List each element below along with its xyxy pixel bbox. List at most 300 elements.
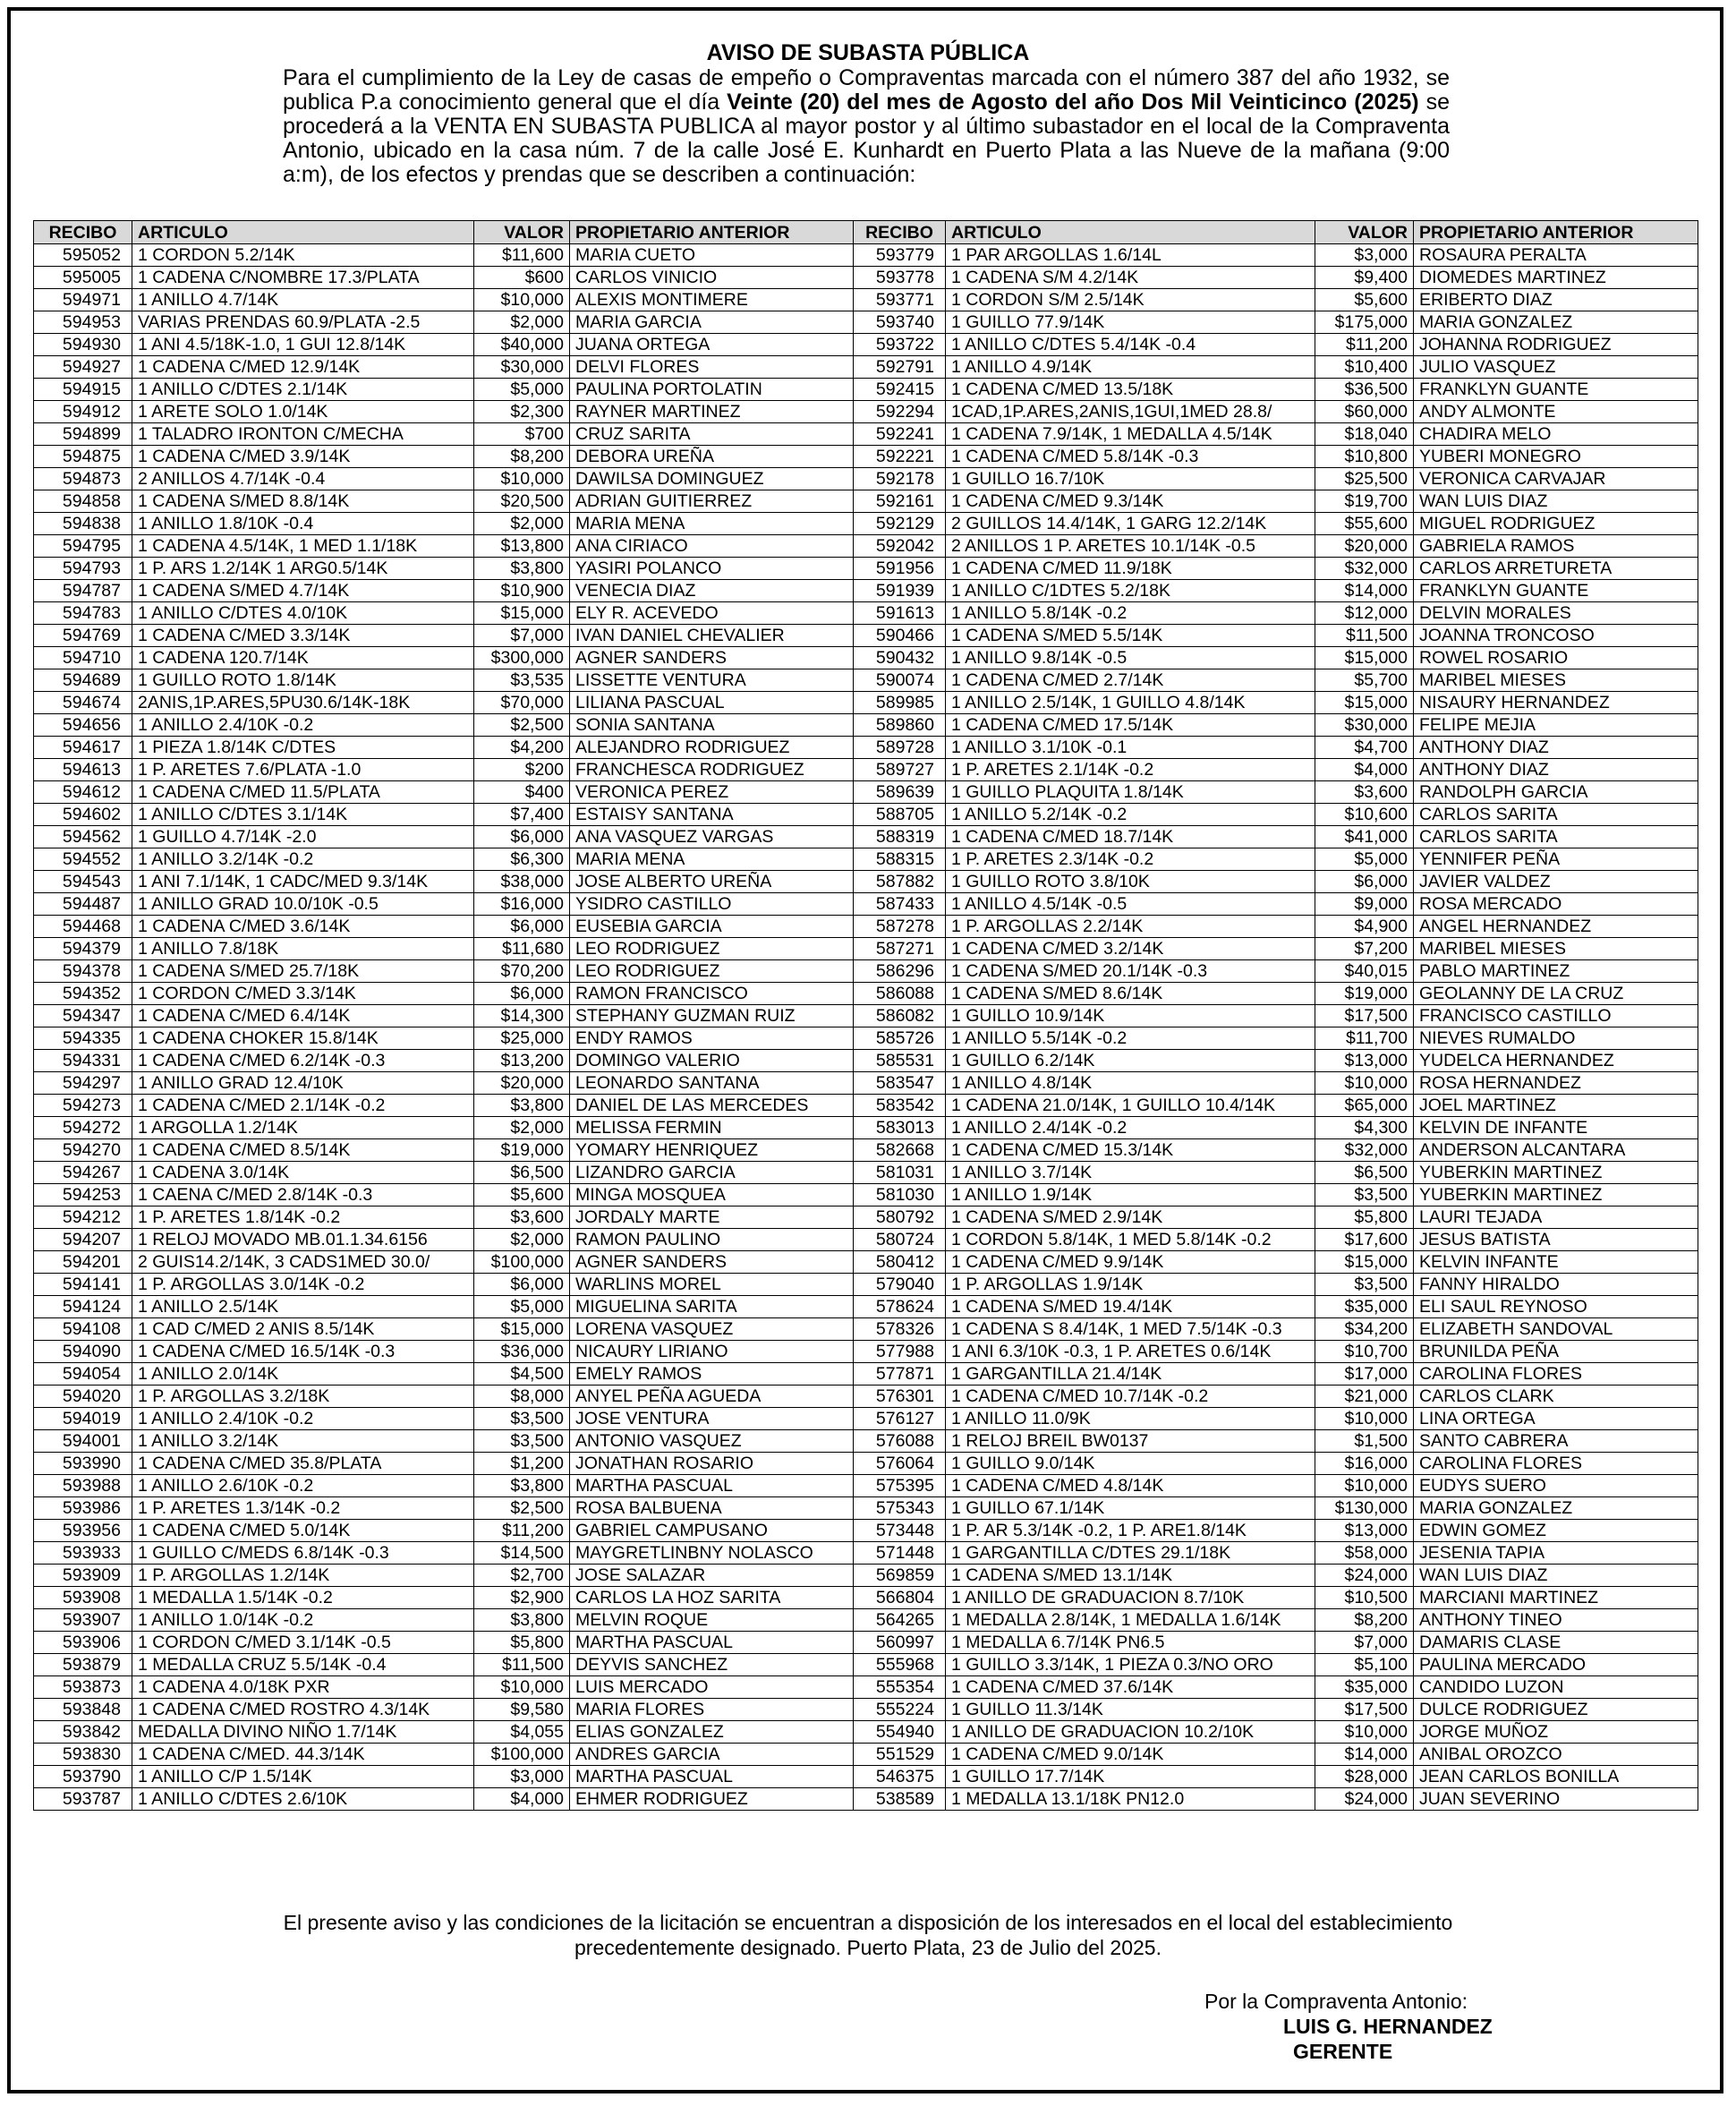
cell-previous-owner: JOSE VENTURA (570, 1408, 854, 1430)
cell-value: $9,000 (1315, 893, 1414, 916)
cell-receipt: 594838 (34, 513, 132, 535)
cell-article: 1 P. ARGOLLAS 3.0/14K -0.2 (132, 1274, 474, 1296)
cell-value: $19,000 (1315, 983, 1414, 1005)
cell-receipt: 594335 (34, 1027, 132, 1050)
cell-previous-owner: MARIA GARCIA (570, 311, 854, 334)
cell-receipt: 581031 (854, 1162, 946, 1184)
cell-previous-owner: ANTHONY TINEO (1414, 1609, 1698, 1632)
cell-receipt: 579040 (854, 1274, 946, 1296)
cell-value: $3,500 (474, 1408, 570, 1430)
cell-value: $3,600 (1315, 781, 1414, 804)
cell-value: $400 (474, 781, 570, 804)
cell-value: $4,900 (1315, 916, 1414, 938)
cell-article: 1 CADENA C/MED 2.7/14K (946, 669, 1315, 692)
cell-article: 1 CADENA C/MED 6.4/14K (132, 1005, 474, 1027)
intro-text-end: se procederá a la VENTA EN SUBASTA PUBLICA al mayor postor y al último subastador en el local de la Compraventa Antonio, ubicado en la casa núm. 7 de la calle José E. Kunhardt en Puerto Plata a las Nueve de la mañana (9:00 a:m), de los efectos y prendas que se describen a continuación: (283, 90, 1450, 187)
cell-receipt: 592241 (854, 423, 946, 446)
cell-article: 1 ANILLO 3.2/14K (132, 1430, 474, 1453)
cell-receipt: 593848 (34, 1699, 132, 1721)
cell-article: 1 GUILLO 17.7/14K (946, 1766, 1315, 1788)
cell-value: $130,000 (1315, 1497, 1414, 1520)
cell-value: $13,800 (474, 535, 570, 558)
table-row (34, 826, 1698, 848)
cell-previous-owner: ELIAS GONZALEZ (570, 1721, 854, 1744)
header-recibo: RECIBO (34, 221, 132, 244)
cell-receipt: 594468 (34, 916, 132, 938)
cell-article: 1 CADENA C/MED 10.7/14K -0.2 (946, 1386, 1315, 1408)
cell-previous-owner: ANYEL PEÑA AGUEDA (570, 1386, 854, 1408)
table-row (34, 1497, 1698, 1520)
cell-previous-owner: JOSE SALAZAR (570, 1565, 854, 1587)
cell-receipt: 594054 (34, 1363, 132, 1386)
cell-receipt: 594953 (34, 311, 132, 334)
cell-previous-owner: MARIA GONZALEZ (1414, 311, 1698, 334)
cell-receipt: 589985 (854, 692, 946, 714)
cell-article: 1 ANILLO 1.9/14K (946, 1184, 1315, 1206)
cell-value: $6,300 (474, 848, 570, 871)
cell-receipt: 592178 (854, 468, 946, 490)
cell-article: 1 CADENA C/MED 9.9/14K (946, 1251, 1315, 1274)
cell-previous-owner: JULIO VASQUEZ (1414, 356, 1698, 379)
cell-article: 2ANIS,1P.ARES,5PU30.6/14K-18K (132, 692, 474, 714)
cell-previous-owner: YASIRI POLANCO (570, 558, 854, 580)
cell-value: $2,300 (474, 401, 570, 423)
cell-value: $700 (474, 423, 570, 446)
cell-receipt: 594710 (34, 647, 132, 669)
cell-previous-owner: ERIBERTO DIAZ (1414, 289, 1698, 311)
table-row (34, 625, 1698, 647)
cell-receipt: 587882 (854, 871, 946, 893)
cell-previous-owner: ENDY RAMOS (570, 1027, 854, 1050)
header-recibo-2: RECIBO (854, 221, 946, 244)
cell-previous-owner: CANDIDO LUZON (1414, 1676, 1698, 1699)
cell-previous-owner: DAWILSA DOMINGUEZ (570, 468, 854, 490)
cell-receipt: 551529 (854, 1744, 946, 1766)
cell-receipt: 594543 (34, 871, 132, 893)
cell-previous-owner: DOMINGO VALERIO (570, 1050, 854, 1072)
cell-value: $2,500 (474, 714, 570, 737)
cell-previous-owner: CARLOS SARITA (1414, 804, 1698, 826)
cell-article: 2 GUIS14.2/14K, 3 CADS1MED 30.0/ (132, 1251, 474, 1274)
cell-receipt: 593908 (34, 1587, 132, 1609)
cell-article: 1 CORDON S/M 2.5/14K (946, 289, 1315, 311)
table-row (34, 759, 1698, 781)
cell-value: $70,200 (474, 960, 570, 983)
table-row (34, 1542, 1698, 1565)
cell-receipt: 589860 (854, 714, 946, 737)
cell-receipt: 590432 (854, 647, 946, 669)
cell-previous-owner: AGNER SANDERS (570, 647, 854, 669)
table-header-row (34, 221, 1698, 244)
cell-previous-owner: KELVIN INFANTE (1414, 1251, 1698, 1274)
cell-receipt: 593990 (34, 1453, 132, 1475)
table-row (34, 692, 1698, 714)
cell-previous-owner: MARIA MENA (570, 513, 854, 535)
table-row (34, 1430, 1698, 1453)
cell-article: 1 CADENA C/MED 3.2/14K (946, 938, 1315, 960)
cell-previous-owner: ROSAURA PERALTA (1414, 244, 1698, 267)
cell-value: $20,000 (474, 1072, 570, 1095)
cell-article: 1 CADENA S/MED 25.7/18K (132, 960, 474, 983)
cell-value: $17,500 (1315, 1699, 1414, 1721)
cell-article: 1 CADENA C/MED 3.9/14K (132, 446, 474, 468)
table-row (34, 1475, 1698, 1497)
cell-value: $5,600 (474, 1184, 570, 1206)
cell-previous-owner: ANIBAL OROZCO (1414, 1744, 1698, 1766)
cell-value: $21,000 (1315, 1386, 1414, 1408)
cell-previous-owner: MARIA GONZALEZ (1414, 1497, 1698, 1520)
cell-receipt: 590074 (854, 669, 946, 692)
cell-previous-owner: RANDOLPH GARCIA (1414, 781, 1698, 804)
table-row (34, 1632, 1698, 1654)
cell-receipt: 594090 (34, 1341, 132, 1363)
cell-article: 1 P. ARETES 2.1/14K -0.2 (946, 759, 1315, 781)
table-row (34, 1699, 1698, 1721)
cell-receipt: 594020 (34, 1386, 132, 1408)
cell-receipt: 581030 (854, 1184, 946, 1206)
cell-value: $15,000 (1315, 647, 1414, 669)
cell-previous-owner: ANTHONY DIAZ (1414, 759, 1698, 781)
cell-previous-owner: PAULINA MERCADO (1414, 1654, 1698, 1676)
table-row (34, 356, 1698, 379)
cell-previous-owner: ANDY ALMONTE (1414, 401, 1698, 423)
cell-article: 1 ANILLO C/DTES 3.1/14K (132, 804, 474, 826)
cell-previous-owner: JESENIA TAPIA (1414, 1542, 1698, 1565)
cell-value: $2,000 (474, 513, 570, 535)
cell-previous-owner: ANTHONY DIAZ (1414, 737, 1698, 759)
table-row (34, 1184, 1698, 1206)
cell-value: $2,000 (474, 1229, 570, 1251)
cell-receipt: 587278 (854, 916, 946, 938)
cell-previous-owner: LORENA VASQUEZ (570, 1318, 854, 1341)
cell-value: $11,200 (474, 1520, 570, 1542)
cell-receipt: 588705 (854, 804, 946, 826)
cell-article: 1 CADENA S/MED 5.5/14K (946, 625, 1315, 647)
cell-article: 1 ANILLO 5.2/14K -0.2 (946, 804, 1315, 826)
cell-article: 1 CADENA C/MED 11.5/PLATA (132, 781, 474, 804)
cell-article: 1 PAR ARGOLLAS 1.6/14L (946, 244, 1315, 267)
table-row (34, 848, 1698, 871)
cell-previous-owner: ANA CIRIACO (570, 535, 854, 558)
cell-previous-owner: ANDRES GARCIA (570, 1744, 854, 1766)
table-row (34, 1274, 1698, 1296)
cell-value: $17,500 (1315, 1005, 1414, 1027)
cell-receipt: 594019 (34, 1408, 132, 1430)
cell-article: 1 ANILLO DE GRADUACION 8.7/10K (946, 1587, 1315, 1609)
cell-value: $5,600 (1315, 289, 1414, 311)
cell-article: 1 CADENA C/MED 3.3/14K (132, 625, 474, 647)
cell-previous-owner: ANDERSON ALCANTARA (1414, 1139, 1698, 1162)
cell-receipt: 594674 (34, 692, 132, 714)
cell-article: 1 ANILLO 3.2/14K -0.2 (132, 848, 474, 871)
cell-receipt: 593879 (34, 1654, 132, 1676)
cell-article: 1 ANILLO DE GRADUACION 10.2/10K (946, 1721, 1315, 1744)
cell-value: $28,000 (1315, 1766, 1414, 1788)
cell-value: $32,000 (1315, 1139, 1414, 1162)
cell-value: $10,000 (474, 468, 570, 490)
cell-previous-owner: YOMARY HENRIQUEZ (570, 1139, 854, 1162)
cell-previous-owner: ADRIAN GUITIERREZ (570, 490, 854, 513)
table-row (34, 1005, 1698, 1027)
cell-previous-owner: WARLINS MOREL (570, 1274, 854, 1296)
cell-value: $10,000 (1315, 1408, 1414, 1430)
cell-article: 1 CADENA C/MED 18.7/14K (946, 826, 1315, 848)
cell-article: 1 ANILLO GRAD 12.4/10K (132, 1072, 474, 1095)
cell-receipt: 594379 (34, 938, 132, 960)
cell-previous-owner: CAROLINA FLORES (1414, 1363, 1698, 1386)
cell-value: $3,000 (1315, 244, 1414, 267)
cell-receipt: 594689 (34, 669, 132, 692)
cell-receipt: 583547 (854, 1072, 946, 1095)
cell-previous-owner: LEO RODRIGUEZ (570, 938, 854, 960)
cell-previous-owner: GEOLANNY DE LA CRUZ (1414, 983, 1698, 1005)
cell-previous-owner: CAROLINA FLORES (1414, 1453, 1698, 1475)
cell-previous-owner: CARLOS ARRETURETA (1414, 558, 1698, 580)
cell-receipt: 594656 (34, 714, 132, 737)
cell-value: $6,000 (474, 983, 570, 1005)
signature-line: Por la Compraventa Antonio: (1204, 1990, 1468, 2013)
table-row (34, 401, 1698, 423)
cell-article: 1 CORDON C/MED 3.3/14K (132, 983, 474, 1005)
cell-receipt: 571448 (854, 1542, 946, 1565)
cell-article: 1 ANILLO C/1DTES 5.2/18K (946, 580, 1315, 602)
cell-article: 1 ANILLO 2.4/10K -0.2 (132, 714, 474, 737)
cell-value: $6,000 (474, 916, 570, 938)
cell-article: 1 CADENA CHOKER 15.8/14K (132, 1027, 474, 1050)
cell-receipt: 555354 (854, 1676, 946, 1699)
table-row (34, 513, 1698, 535)
table-row (34, 1095, 1698, 1117)
cell-value: $14,500 (474, 1542, 570, 1565)
cell-receipt: 591956 (854, 558, 946, 580)
cell-value: $13,000 (1315, 1520, 1414, 1542)
cell-value: $24,000 (1315, 1565, 1414, 1587)
table-row (34, 669, 1698, 692)
auction-date: Veinte (20) del mes de Agosto del año Dos Mil Veinticinco (2025) (727, 90, 1419, 115)
cell-article: 1 CADENA S/MED 4.7/14K (132, 580, 474, 602)
table-row (34, 1565, 1698, 1587)
cell-receipt: 577871 (854, 1363, 946, 1386)
cell-value: $40,000 (474, 334, 570, 356)
cell-value: $5,800 (474, 1632, 570, 1654)
cell-receipt: 594875 (34, 446, 132, 468)
cell-article: 1 MEDALLA CRUZ 5.5/14K -0.4 (132, 1654, 474, 1676)
cell-article: 1 ARETE SOLO 1.0/14K (132, 401, 474, 423)
cell-receipt: 594552 (34, 848, 132, 871)
cell-value: $17,000 (1315, 1363, 1414, 1386)
table-row (34, 379, 1698, 401)
cell-previous-owner: JOANNA TRONCOSO (1414, 625, 1698, 647)
cell-previous-owner: DELVI FLORES (570, 356, 854, 379)
cell-previous-owner: STEPHANY GUZMAN RUIZ (570, 1005, 854, 1027)
cell-value: $14,300 (474, 1005, 570, 1027)
cell-receipt: 594612 (34, 781, 132, 804)
cell-receipt: 575343 (854, 1497, 946, 1520)
cell-value: $70,000 (474, 692, 570, 714)
table-row (34, 737, 1698, 759)
cell-value: $1,500 (1315, 1430, 1414, 1453)
cell-previous-owner: EMELY RAMOS (570, 1363, 854, 1386)
cell-value: $200 (474, 759, 570, 781)
cell-value: $11,680 (474, 938, 570, 960)
signature-name: LUIS G. HERNANDEZ (1283, 2015, 1493, 2038)
table-row (34, 1386, 1698, 1408)
table-row (34, 490, 1698, 513)
cell-previous-owner: NISAURY HERNANDEZ (1414, 692, 1698, 714)
cell-article: 1 GUILLO C/MEDS 6.8/14K -0.3 (132, 1542, 474, 1565)
cell-article: 1 CORDON 5.2/14K (132, 244, 474, 267)
notice-title: AVISO DE SUBASTA PÚBLICA (706, 40, 1030, 65)
cell-previous-owner: YUBERI MONEGRO (1414, 446, 1698, 468)
cell-previous-owner: NIEVES RUMALDO (1414, 1027, 1698, 1050)
cell-article: 1 ANILLO 1.0/14K -0.2 (132, 1609, 474, 1632)
cell-article: 1 ANILLO 2.4/14K -0.2 (946, 1117, 1315, 1139)
cell-value: $5,100 (1315, 1654, 1414, 1676)
cell-value: $55,600 (1315, 513, 1414, 535)
cell-receipt: 594141 (34, 1274, 132, 1296)
cell-receipt: 560997 (854, 1632, 946, 1654)
cell-receipt: 594562 (34, 826, 132, 848)
cell-previous-owner: SANTO CABRERA (1414, 1430, 1698, 1453)
cell-value: $6,500 (1315, 1162, 1414, 1184)
cell-receipt: 594915 (34, 379, 132, 401)
cell-value: $65,000 (1315, 1095, 1414, 1117)
cell-value: $11,700 (1315, 1027, 1414, 1050)
cell-value: $15,000 (474, 602, 570, 625)
table-row (34, 1788, 1698, 1811)
cell-article: 1 GUILLO 3.3/14K, 1 PIEZA 0.3/NO ORO (946, 1654, 1315, 1676)
table-row (34, 1341, 1698, 1363)
cell-receipt: 594270 (34, 1139, 132, 1162)
cell-value: $11,500 (474, 1654, 570, 1676)
cell-receipt: 546375 (854, 1766, 946, 1788)
cell-value: $5,000 (1315, 848, 1414, 871)
cell-article: 2 ANILLOS 4.7/14K -0.4 (132, 468, 474, 490)
cell-article: 1 ANILLO 2.6/10K -0.2 (132, 1475, 474, 1497)
cell-value: $10,000 (474, 289, 570, 311)
cell-receipt: 538589 (854, 1788, 946, 1811)
cell-receipt: 594331 (34, 1050, 132, 1072)
cell-previous-owner: JONATHAN ROSARIO (570, 1453, 854, 1475)
cell-receipt: 576301 (854, 1386, 946, 1408)
signature-role: GERENTE (1293, 2040, 1393, 2063)
cell-article: 1 CADENA 21.0/14K, 1 GUILLO 10.4/14K (946, 1095, 1315, 1117)
cell-previous-owner: AGNER SANDERS (570, 1251, 854, 1274)
cell-value: $16,000 (1315, 1453, 1414, 1475)
cell-previous-owner: YUBERKIN MARTINEZ (1414, 1162, 1698, 1184)
cell-previous-owner: WAN LUIS DIAZ (1414, 490, 1698, 513)
cell-article: 1 CADENA C/MED 8.5/14K (132, 1139, 474, 1162)
table-row (34, 311, 1698, 334)
cell-value: $36,000 (474, 1341, 570, 1363)
cell-receipt: 594378 (34, 960, 132, 983)
cell-previous-owner: FELIPE MEJIA (1414, 714, 1698, 737)
cell-article: 1 ANILLO C/DTES 4.0/10K (132, 602, 474, 625)
cell-article: 1 ANILLO 5.5/14K -0.2 (946, 1027, 1315, 1050)
cell-receipt: 594787 (34, 580, 132, 602)
cell-article: 1 MEDALLA 13.1/18K PN12.0 (946, 1788, 1315, 1811)
cell-receipt: 595005 (34, 267, 132, 289)
cell-receipt: 593787 (34, 1788, 132, 1811)
cell-previous-owner: YUDELCA HERNANDEZ (1414, 1050, 1698, 1072)
cell-previous-owner: RAYNER MARTINEZ (570, 401, 854, 423)
cell-previous-owner: MARIBEL MIESES (1414, 669, 1698, 692)
cell-article: 1 CADENA C/MED 12.9/14K (132, 356, 474, 379)
cell-receipt: 594927 (34, 356, 132, 379)
cell-value: $4,000 (1315, 759, 1414, 781)
cell-receipt: 586082 (854, 1005, 946, 1027)
cell-article: 1 GUILLO 16.7/10K (946, 468, 1315, 490)
table-row (34, 938, 1698, 960)
cell-article: 1 CADENA C/MED 17.5/14K (946, 714, 1315, 737)
cell-receipt: 586088 (854, 983, 946, 1005)
cell-receipt: 578624 (854, 1296, 946, 1318)
cell-previous-owner: MARTHA PASCUAL (570, 1632, 854, 1654)
cell-value: $100,000 (474, 1251, 570, 1274)
cell-value: $4,000 (474, 1788, 570, 1811)
cell-value: $7,200 (1315, 938, 1414, 960)
cell-value: $13,000 (1315, 1050, 1414, 1072)
cell-receipt: 566804 (854, 1587, 946, 1609)
cell-previous-owner: CARLOS LA HOZ SARITA (570, 1587, 854, 1609)
cell-article: 1 P. AR 5.3/14K -0.2, 1 P. ARE1.8/14K (946, 1520, 1315, 1542)
cell-receipt: 594124 (34, 1296, 132, 1318)
cell-article: 1 TALADRO IRONTON C/MECHA (132, 423, 474, 446)
cell-value: $3,535 (474, 669, 570, 692)
cell-value: $10,600 (1315, 804, 1414, 826)
cell-previous-owner: EDWIN GOMEZ (1414, 1520, 1698, 1542)
cell-value: $60,000 (1315, 401, 1414, 423)
cell-previous-owner: JORGE MUÑOZ (1414, 1721, 1698, 1744)
cell-article: 1 P. ARETES 2.3/14K -0.2 (946, 848, 1315, 871)
cell-article: 1 CADENA C/MED 13.5/18K (946, 379, 1315, 401)
cell-value: $11,500 (1315, 625, 1414, 647)
cell-receipt: 555224 (854, 1699, 946, 1721)
cell-value: $38,000 (474, 871, 570, 893)
cell-receipt: 592294 (854, 401, 946, 423)
cell-article: 1 GUILLO 77.9/14K (946, 311, 1315, 334)
cell-article: 1 ANILLO 5.8/14K -0.2 (946, 602, 1315, 625)
cell-value: $15,000 (474, 1318, 570, 1341)
cell-receipt: 594272 (34, 1117, 132, 1139)
cell-previous-owner: EUSEBIA GARCIA (570, 916, 854, 938)
cell-receipt: 593986 (34, 1497, 132, 1520)
cell-previous-owner: PAULINA PORTOLATIN (570, 379, 854, 401)
cell-previous-owner: ANGEL HERNANDEZ (1414, 916, 1698, 938)
table-row (34, 1296, 1698, 1318)
cell-article: 1 ANI 7.1/14K, 1 CADC/MED 9.3/14K (132, 871, 474, 893)
header-valor-2: VALOR (1315, 221, 1414, 244)
cell-receipt: 580724 (854, 1229, 946, 1251)
cell-article: 1 CADENA C/MED 16.5/14K -0.3 (132, 1341, 474, 1363)
cell-value: $4,300 (1315, 1117, 1414, 1139)
cell-previous-owner: GABRIEL CAMPUSANO (570, 1520, 854, 1542)
cell-article: 1 P. ARGOLLAS 2.2/14K (946, 916, 1315, 938)
cell-value: $10,000 (474, 1676, 570, 1699)
cell-value: $100,000 (474, 1744, 570, 1766)
cell-receipt: 593906 (34, 1632, 132, 1654)
cell-article: 1 ANILLO 4.7/14K (132, 289, 474, 311)
cell-article: 1 CADENA S/MED 20.1/14K -0.3 (946, 960, 1315, 983)
cell-receipt: 593842 (34, 1721, 132, 1744)
cell-value: $175,000 (1315, 311, 1414, 334)
cell-receipt: 554940 (854, 1721, 946, 1744)
cell-receipt: 582668 (854, 1139, 946, 1162)
cell-previous-owner: ANA VASQUEZ VARGAS (570, 826, 854, 848)
cell-previous-owner: JAVIER VALDEZ (1414, 871, 1698, 893)
cell-article: 1 P. ARS 1.2/14K 1 ARG0.5/14K (132, 558, 474, 580)
cell-value: $2,000 (474, 1117, 570, 1139)
